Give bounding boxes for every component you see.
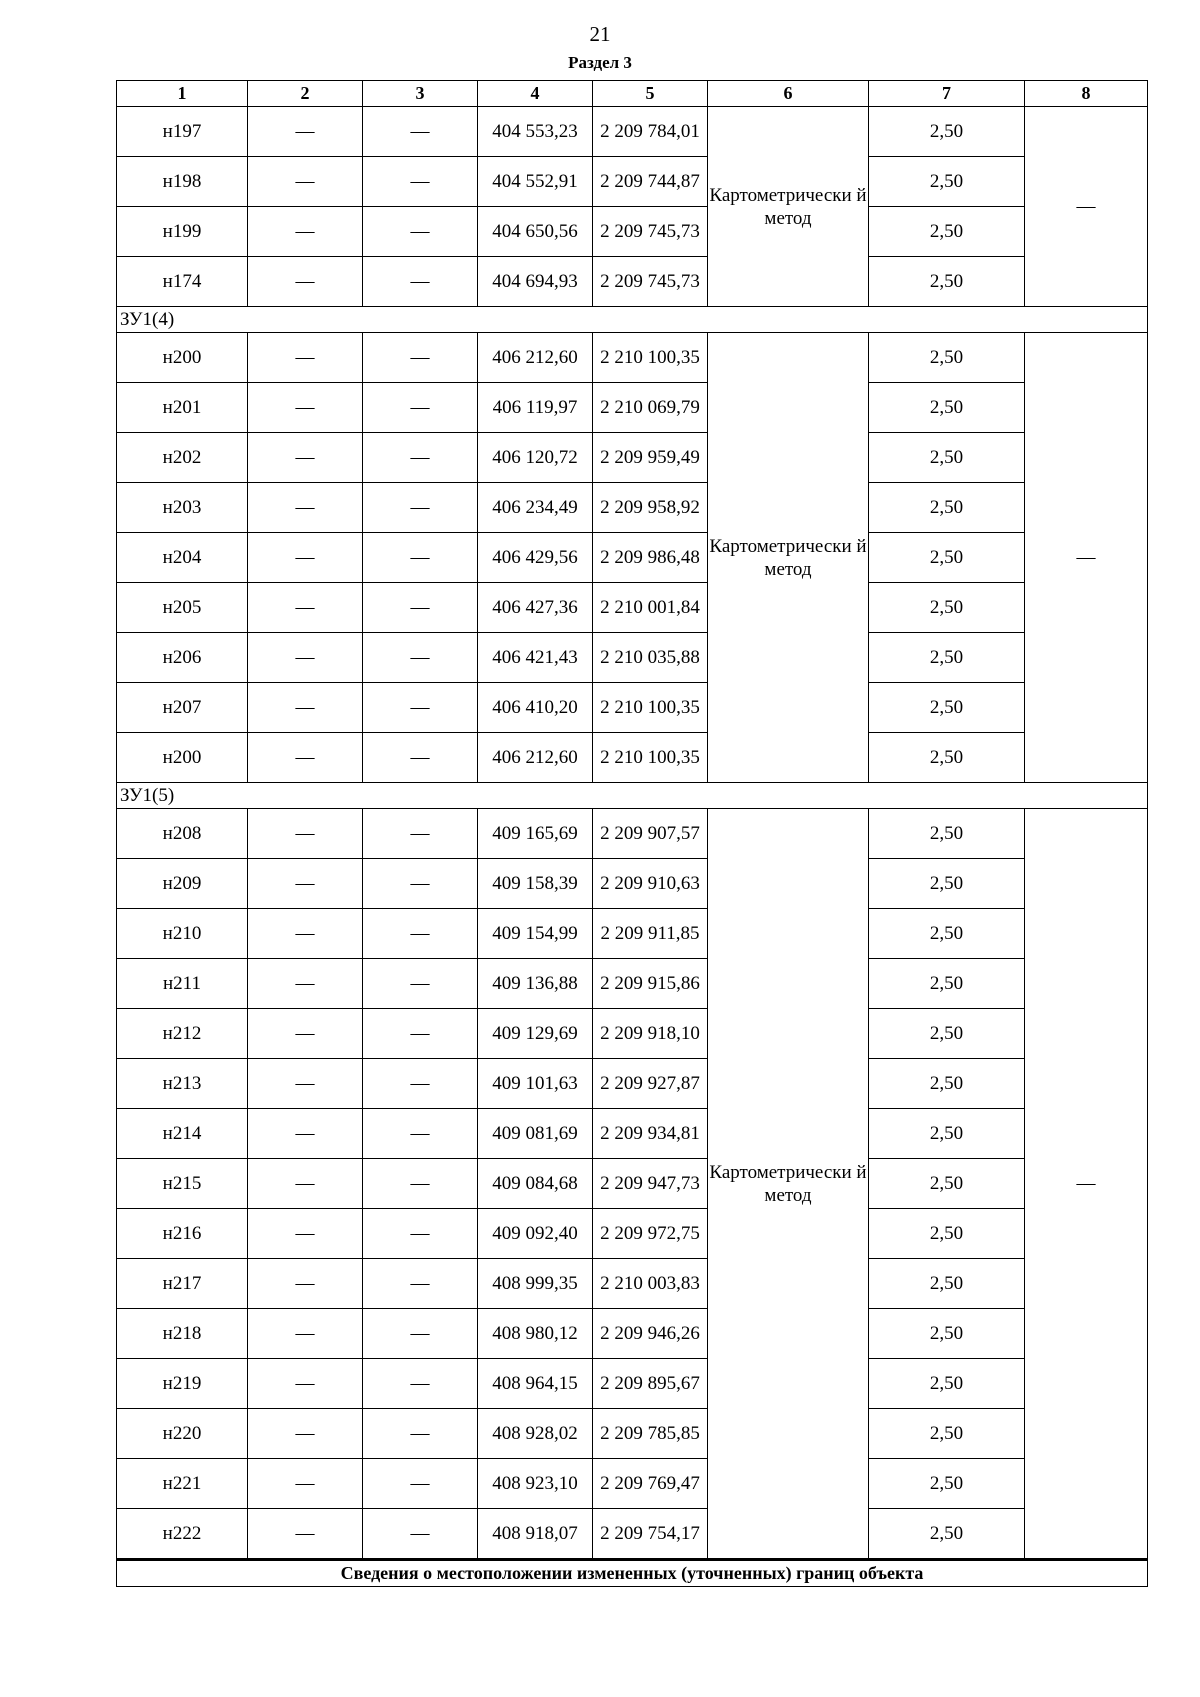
coord-x: 406 421,43	[478, 633, 593, 683]
coord-y: 2 209 754,17	[593, 1509, 708, 1560]
cell-col2: —	[248, 1209, 363, 1259]
accuracy-value: 2,50	[869, 1509, 1025, 1560]
accuracy-value: 2,50	[869, 683, 1025, 733]
table-row	[117, 1309, 1148, 1359]
cell-col3: —	[363, 533, 478, 583]
accuracy-value: 2,50	[869, 1409, 1025, 1459]
point-name: н210	[117, 909, 248, 959]
table-row	[117, 583, 1148, 633]
point-name: н213	[117, 1059, 248, 1109]
cell-col3: —	[363, 1009, 478, 1059]
table-row	[117, 1109, 1148, 1159]
cell-col8: —	[1025, 333, 1148, 783]
point-name: н212	[117, 1009, 248, 1059]
cell-col3: —	[363, 157, 478, 207]
table-body	[117, 107, 1148, 1560]
table-row	[117, 733, 1148, 783]
cell-col2: —	[248, 483, 363, 533]
point-name: н204	[117, 533, 248, 583]
cell-col8: —	[1025, 107, 1148, 307]
cell-col2: —	[248, 1459, 363, 1509]
accuracy-value: 2,50	[869, 433, 1025, 483]
table-row	[117, 1259, 1148, 1309]
cell-col2: —	[248, 733, 363, 783]
cell-col3: —	[363, 583, 478, 633]
coord-y: 2 209 946,26	[593, 1309, 708, 1359]
coord-y: 2 209 785,85	[593, 1409, 708, 1459]
coord-x: 409 165,69	[478, 809, 593, 859]
point-name: н203	[117, 483, 248, 533]
coord-x: 406 427,36	[478, 583, 593, 633]
coordinates-table	[116, 80, 1148, 1587]
coord-y: 2 210 035,88	[593, 633, 708, 683]
table-row	[117, 433, 1148, 483]
table-row	[117, 633, 1148, 683]
table-row	[117, 1359, 1148, 1409]
cell-col3: —	[363, 383, 478, 433]
point-name: н174	[117, 257, 248, 307]
cell-col2: —	[248, 1009, 363, 1059]
cell-col2: —	[248, 257, 363, 307]
table-row	[117, 1209, 1148, 1259]
accuracy-value: 2,50	[869, 107, 1025, 157]
point-name: н197	[117, 107, 248, 157]
column-header: 2	[248, 81, 363, 107]
cell-col2: —	[248, 909, 363, 959]
cell-col3: —	[363, 1409, 478, 1459]
cell-col3: —	[363, 1209, 478, 1259]
cell-col2: —	[248, 1409, 363, 1459]
cell-col3: —	[363, 207, 478, 257]
cell-col2: —	[248, 959, 363, 1009]
method-cell: Картометрически й метод	[708, 333, 869, 783]
cell-col2: —	[248, 107, 363, 157]
header-row	[117, 81, 1148, 107]
footer-caption: Сведения о местоположении измененных (уточненных) границ объекта	[117, 1560, 1148, 1587]
cell-col3: —	[363, 483, 478, 533]
coord-y: 2 209 910,63	[593, 859, 708, 909]
cell-col2: —	[248, 157, 363, 207]
method-cell: Картометрически й метод	[708, 107, 869, 307]
point-name: н208	[117, 809, 248, 859]
coord-y: 2 209 959,49	[593, 433, 708, 483]
table-row	[117, 1409, 1148, 1459]
cell-col2: —	[248, 207, 363, 257]
coord-x: 406 120,72	[478, 433, 593, 483]
coord-x: 409 084,68	[478, 1159, 593, 1209]
point-name: н219	[117, 1359, 248, 1409]
cell-col2: —	[248, 1309, 363, 1359]
coord-y: 2 209 745,73	[593, 207, 708, 257]
coord-x: 409 129,69	[478, 1009, 593, 1059]
cell-col2: —	[248, 533, 363, 583]
table-row	[117, 257, 1148, 307]
table-row	[117, 383, 1148, 433]
coord-x: 408 918,07	[478, 1509, 593, 1560]
coord-y: 2 209 895,67	[593, 1359, 708, 1409]
cell-col2: —	[248, 1059, 363, 1109]
coord-y: 2 209 927,87	[593, 1059, 708, 1109]
accuracy-value: 2,50	[869, 583, 1025, 633]
coord-x: 408 928,02	[478, 1409, 593, 1459]
coord-x: 404 552,91	[478, 157, 593, 207]
point-name: н207	[117, 683, 248, 733]
cell-col2: —	[248, 633, 363, 683]
column-header: 3	[363, 81, 478, 107]
accuracy-value: 2,50	[869, 1359, 1025, 1409]
column-header: 7	[869, 81, 1025, 107]
table-row	[117, 157, 1148, 207]
coord-y: 2 210 100,35	[593, 733, 708, 783]
section-title: Раздел 3	[568, 53, 632, 72]
point-name: н218	[117, 1309, 248, 1359]
accuracy-value: 2,50	[869, 533, 1025, 583]
column-header: 1	[117, 81, 248, 107]
coord-y: 2 210 069,79	[593, 383, 708, 433]
coord-x: 409 101,63	[478, 1059, 593, 1109]
cell-col2: —	[248, 433, 363, 483]
cell-col3: —	[363, 1259, 478, 1309]
accuracy-value: 2,50	[869, 959, 1025, 1009]
point-name: н206	[117, 633, 248, 683]
point-name: н214	[117, 1109, 248, 1159]
coord-y: 2 209 744,87	[593, 157, 708, 207]
group-label: ЗУ1(4)	[117, 307, 1148, 333]
cell-col2: —	[248, 683, 363, 733]
table-row	[117, 333, 1148, 383]
column-header: 4	[478, 81, 593, 107]
cell-col3: —	[363, 859, 478, 909]
column-header: 8	[1025, 81, 1148, 107]
point-name: н220	[117, 1409, 248, 1459]
cell-col3: —	[363, 1359, 478, 1409]
cell-col3: —	[363, 333, 478, 383]
table-row	[117, 533, 1148, 583]
accuracy-value: 2,50	[869, 809, 1025, 859]
point-name: н202	[117, 433, 248, 483]
cell-col2: —	[248, 1259, 363, 1309]
point-name: н201	[117, 383, 248, 433]
coord-x: 404 694,93	[478, 257, 593, 307]
table-row	[117, 1059, 1148, 1109]
accuracy-value: 2,50	[869, 1059, 1025, 1109]
accuracy-value: 2,50	[869, 333, 1025, 383]
footer-row	[117, 1560, 1148, 1587]
coord-y: 2 210 100,35	[593, 683, 708, 733]
point-name: н205	[117, 583, 248, 633]
coord-y: 2 209 972,75	[593, 1209, 708, 1259]
point-name: н221	[117, 1459, 248, 1509]
cell-col3: —	[363, 1059, 478, 1109]
accuracy-value: 2,50	[869, 157, 1025, 207]
cell-col2: —	[248, 1509, 363, 1560]
table-row	[117, 483, 1148, 533]
accuracy-value: 2,50	[869, 1009, 1025, 1059]
table-row	[117, 1009, 1148, 1059]
accuracy-value: 2,50	[869, 207, 1025, 257]
cell-col3: —	[363, 1509, 478, 1560]
coord-x: 408 923,10	[478, 1459, 593, 1509]
cell-col2: —	[248, 1359, 363, 1409]
accuracy-value: 2,50	[869, 257, 1025, 307]
coord-y: 2 209 911,85	[593, 909, 708, 959]
page-number: 21	[589, 22, 611, 46]
table-row	[117, 959, 1148, 1009]
accuracy-value: 2,50	[869, 1459, 1025, 1509]
group-label: ЗУ1(5)	[117, 783, 1148, 809]
coord-x: 406 212,60	[478, 333, 593, 383]
coord-y: 2 209 986,48	[593, 533, 708, 583]
cell-col2: —	[248, 333, 363, 383]
coord-x: 404 553,23	[478, 107, 593, 157]
point-name: н222	[117, 1509, 248, 1560]
accuracy-value: 2,50	[869, 383, 1025, 433]
coord-x: 408 980,12	[478, 1309, 593, 1359]
coord-x: 409 154,99	[478, 909, 593, 959]
coord-x: 409 158,39	[478, 859, 593, 909]
cell-col3: —	[363, 257, 478, 307]
point-name: н216	[117, 1209, 248, 1259]
cell-col3: —	[363, 107, 478, 157]
coord-x: 406 119,97	[478, 383, 593, 433]
cell-col3: —	[363, 1159, 478, 1209]
coord-x: 406 410,20	[478, 683, 593, 733]
coord-y: 2 209 784,01	[593, 107, 708, 157]
coord-x: 406 429,56	[478, 533, 593, 583]
cell-col2: —	[248, 859, 363, 909]
table-row	[117, 207, 1148, 257]
table-row	[117, 107, 1148, 157]
coord-x: 406 234,49	[478, 483, 593, 533]
cell-col3: —	[363, 683, 478, 733]
group-label-row	[117, 307, 1148, 333]
cell-col8: —	[1025, 809, 1148, 1560]
coord-y: 2 209 915,86	[593, 959, 708, 1009]
accuracy-value: 2,50	[869, 1109, 1025, 1159]
coord-y: 2 210 003,83	[593, 1259, 708, 1309]
point-name: н200	[117, 733, 248, 783]
accuracy-value: 2,50	[869, 859, 1025, 909]
point-name: н209	[117, 859, 248, 909]
coord-x: 409 092,40	[478, 1209, 593, 1259]
coord-y: 2 209 918,10	[593, 1009, 708, 1059]
cell-col2: —	[248, 1109, 363, 1159]
point-name: н215	[117, 1159, 248, 1209]
accuracy-value: 2,50	[869, 1259, 1025, 1309]
coord-x: 408 999,35	[478, 1259, 593, 1309]
coord-x: 409 136,88	[478, 959, 593, 1009]
coord-y: 2 209 934,81	[593, 1109, 708, 1159]
table-row	[117, 683, 1148, 733]
cell-col3: —	[363, 733, 478, 783]
coord-y: 2 210 001,84	[593, 583, 708, 633]
accuracy-value: 2,50	[869, 483, 1025, 533]
cell-col2: —	[248, 809, 363, 859]
accuracy-value: 2,50	[869, 1209, 1025, 1259]
coord-y: 2 209 958,92	[593, 483, 708, 533]
cell-col3: —	[363, 909, 478, 959]
cell-col2: —	[248, 383, 363, 433]
point-name: н200	[117, 333, 248, 383]
cell-col3: —	[363, 959, 478, 1009]
coord-x: 406 212,60	[478, 733, 593, 783]
point-name: н198	[117, 157, 248, 207]
method-cell: Картометрически й метод	[708, 809, 869, 1560]
cell-col3: —	[363, 1309, 478, 1359]
cell-col3: —	[363, 433, 478, 483]
cell-col3: —	[363, 1459, 478, 1509]
accuracy-value: 2,50	[869, 909, 1025, 959]
table-row	[117, 859, 1148, 909]
table-row	[117, 1459, 1148, 1509]
coord-x: 408 964,15	[478, 1359, 593, 1409]
point-name: н199	[117, 207, 248, 257]
cell-col3: —	[363, 1109, 478, 1159]
accuracy-value: 2,50	[869, 633, 1025, 683]
table-row	[117, 809, 1148, 859]
table-row	[117, 1509, 1148, 1560]
cell-col2: —	[248, 583, 363, 633]
point-name: н211	[117, 959, 248, 1009]
column-header: 6	[708, 81, 869, 107]
table-row	[117, 909, 1148, 959]
coord-y: 2 209 947,73	[593, 1159, 708, 1209]
coord-x: 404 650,56	[478, 207, 593, 257]
accuracy-value: 2,50	[869, 733, 1025, 783]
coord-y: 2 209 745,73	[593, 257, 708, 307]
cell-col2: —	[248, 1159, 363, 1209]
cell-col3: —	[363, 633, 478, 683]
table-row	[117, 1159, 1148, 1209]
point-name: н217	[117, 1259, 248, 1309]
accuracy-value: 2,50	[869, 1309, 1025, 1359]
coord-y: 2 209 769,47	[593, 1459, 708, 1509]
coord-y: 2 210 100,35	[593, 333, 708, 383]
column-header: 5	[593, 81, 708, 107]
group-label-row	[117, 783, 1148, 809]
coord-y: 2 209 907,57	[593, 809, 708, 859]
cell-col3: —	[363, 809, 478, 859]
accuracy-value: 2,50	[869, 1159, 1025, 1209]
coord-x: 409 081,69	[478, 1109, 593, 1159]
